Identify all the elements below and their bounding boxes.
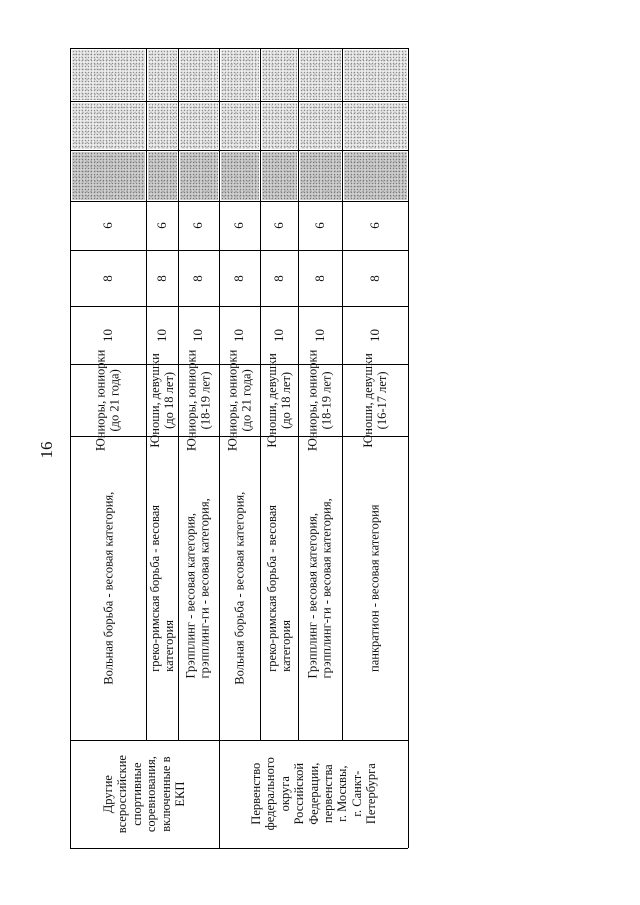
page-number: 16 bbox=[37, 441, 56, 459]
shaded-empty-cell bbox=[344, 152, 407, 200]
shaded-empty-cell bbox=[344, 50, 407, 100]
points-cell-3 bbox=[146, 201, 178, 250]
points-cell-1 bbox=[219, 306, 260, 364]
points-cell-2 bbox=[260, 250, 298, 306]
discipline-cell-text: Вольная борьба - весовая категория, bbox=[232, 491, 247, 685]
points-cell-3-text: 6 bbox=[311, 222, 327, 229]
discipline-cell-text: Грэпплинг - весовая категория, грэпплинг-ги - весовая категория, bbox=[305, 497, 334, 679]
discipline-cell bbox=[260, 436, 298, 740]
shaded-empty-cell bbox=[221, 103, 259, 149]
points-cell-2 bbox=[342, 250, 408, 306]
age-category-cell bbox=[146, 352, 178, 448]
event-cell-text: Другие всероссийские спортивные соревнования, включенные в ЕКП bbox=[101, 754, 188, 834]
points-cell-3-text: 6 bbox=[153, 222, 169, 229]
points-cell-2-text: 8 bbox=[153, 274, 169, 282]
points-cell-1 bbox=[298, 306, 342, 364]
discipline-cell-text: Грэпплинг - весовая категория, грэпплинг-ги - весовая категория, bbox=[184, 497, 213, 679]
shaded-empty-cell bbox=[72, 50, 145, 100]
shaded-empty-cell bbox=[148, 152, 177, 200]
points-cell-1-text: 10 bbox=[270, 328, 286, 342]
shaded-empty-cell bbox=[180, 50, 218, 100]
points-cell-3 bbox=[342, 201, 408, 250]
points-cell-2 bbox=[146, 250, 178, 306]
shaded-empty-cell bbox=[148, 103, 177, 149]
points-cell-1 bbox=[178, 306, 219, 364]
event-cell-text: Первенство федерального округа Российской Федерации, первенства г. Москвы, г. Санкт- Петербурга bbox=[248, 757, 378, 831]
points-cell-3-text: 6 bbox=[190, 222, 206, 229]
shaded-empty-cell bbox=[262, 152, 297, 200]
rotated-competition-table bbox=[70, 48, 408, 848]
age-category-cell bbox=[298, 349, 342, 451]
points-cell-3 bbox=[298, 201, 342, 250]
shaded-empty-cell bbox=[180, 152, 218, 200]
age-category-cell bbox=[219, 349, 260, 451]
shaded-empty-cell bbox=[221, 152, 259, 200]
points-cell-2 bbox=[70, 250, 146, 306]
age-category-cell bbox=[178, 349, 219, 451]
age-category-cell-text: Юниоры, юниорки (до 21 года) bbox=[93, 349, 123, 451]
shaded-empty-cell bbox=[300, 50, 341, 100]
points-cell-1 bbox=[146, 306, 178, 364]
points-cell-2 bbox=[298, 250, 342, 306]
points-cell-3-text: 6 bbox=[270, 222, 286, 229]
points-cell-3 bbox=[70, 201, 146, 250]
shaded-empty-cell bbox=[221, 50, 259, 100]
shaded-empty-cell bbox=[300, 103, 341, 149]
points-cell-1-text: 10 bbox=[366, 328, 382, 342]
points-cell-3 bbox=[260, 201, 298, 250]
discipline-cell bbox=[298, 436, 342, 740]
points-cell-3-text: 6 bbox=[231, 222, 247, 229]
points-cell-1-text: 10 bbox=[231, 328, 247, 342]
shaded-empty-cell bbox=[262, 103, 297, 149]
discipline-cell-text: панкратион - весовая категория bbox=[367, 504, 382, 672]
age-category-cell-text: Юниоры, юниорки (18-19 лет) bbox=[184, 349, 213, 451]
points-cell-1-text: 10 bbox=[99, 328, 115, 342]
points-cell-2-text: 8 bbox=[311, 274, 327, 282]
discipline-cell-text: Вольная борьба - весовая категория, bbox=[100, 491, 115, 685]
event-cell bbox=[70, 740, 219, 848]
points-cell-2-text: 8 bbox=[366, 274, 382, 282]
discipline-cell bbox=[70, 436, 146, 740]
age-category-cell-text: Юниоры, юниорки (до 21 года) bbox=[225, 349, 254, 451]
points-cell-1 bbox=[342, 306, 408, 364]
discipline-cell-text: греко-римская борьба - весовая категория bbox=[264, 504, 294, 672]
points-cell-2 bbox=[178, 250, 219, 306]
discipline-cell bbox=[178, 436, 219, 740]
age-category-cell-text: Юниоры, юниорки (18-19 лет) bbox=[305, 349, 335, 451]
discipline-cell bbox=[146, 436, 178, 740]
age-category-cell-text: Юноши, девушки (до 18 лет) bbox=[264, 352, 293, 448]
points-cell-1-text: 10 bbox=[190, 328, 206, 342]
points-cell-1-text: 10 bbox=[153, 328, 169, 342]
points-cell-3 bbox=[219, 201, 260, 250]
shaded-empty-cell bbox=[262, 50, 297, 100]
shaded-empty-cell bbox=[72, 152, 145, 200]
shaded-empty-cell bbox=[72, 103, 145, 149]
points-cell-3-text: 6 bbox=[366, 222, 382, 229]
shaded-empty-cell bbox=[148, 50, 177, 100]
points-cell-1-text: 10 bbox=[311, 328, 327, 342]
shaded-empty-cell bbox=[180, 103, 218, 149]
shaded-empty-cell bbox=[300, 152, 341, 200]
points-cell-2-text: 8 bbox=[270, 274, 286, 282]
points-cell-2-text: 8 bbox=[190, 274, 206, 282]
age-category-cell bbox=[70, 349, 146, 451]
discipline-cell bbox=[219, 436, 260, 740]
points-cell-2-text: 8 bbox=[231, 274, 247, 282]
discipline-cell bbox=[342, 436, 408, 740]
age-category-cell-text: Юноши, девушки (16-17 лет) bbox=[360, 352, 389, 448]
points-cell-1 bbox=[70, 306, 146, 364]
age-category-cell-text: Юноши, девушки (до 18 лет) bbox=[147, 352, 176, 448]
age-category-cell bbox=[342, 352, 408, 448]
age-category-cell bbox=[260, 352, 298, 448]
points-cell-3 bbox=[178, 201, 219, 250]
points-cell-2 bbox=[219, 250, 260, 306]
points-cell-2-text: 8 bbox=[99, 274, 115, 282]
event-cell bbox=[219, 740, 408, 848]
discipline-cell-text: греко-римская борьба - весовая категория bbox=[147, 504, 177, 672]
shaded-empty-cell bbox=[344, 103, 407, 149]
points-cell-1 bbox=[260, 306, 298, 364]
points-cell-3-text: 6 bbox=[99, 222, 115, 229]
